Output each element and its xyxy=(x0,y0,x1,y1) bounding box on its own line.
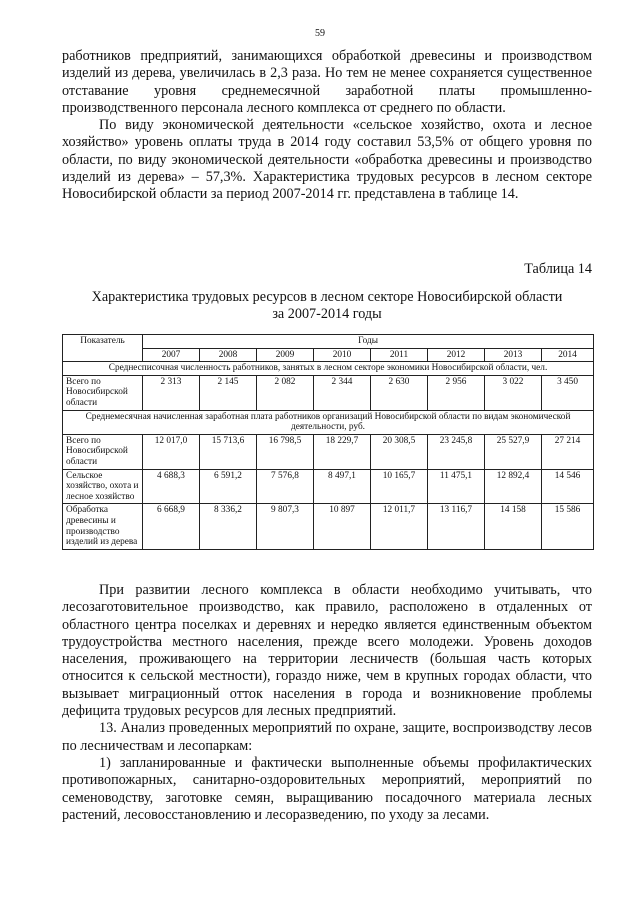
table-caption xyxy=(62,289,592,323)
year-cell: 2012 xyxy=(428,348,485,362)
value-cell: 6 591,2 xyxy=(200,469,257,504)
year-cell: 2010 xyxy=(314,348,371,362)
paragraph: По виду экономической деятельности «сельское хозяйство, охота и лесное хозяйство» уровень оплаты труда в 2014 году составил 53,5% от общего уровня по области, по виду экономической деятельности «обработка древесины и производство изделий из дерева» – 57,3%. Характеристика трудовых ресурсов в лесном секторе Новосибирской области за период 2007-2014 гг. представлена в таблице 14. xyxy=(62,117,592,203)
value-cell: 18 229,7 xyxy=(314,434,371,469)
row-label: Сельское хозяйство, охота и лесное хозяйство xyxy=(63,469,143,504)
table-row xyxy=(63,434,594,469)
value-cell: 7 576,8 xyxy=(257,469,314,504)
value-cell: 25 527,9 xyxy=(485,434,542,469)
value-cell: 13 116,7 xyxy=(428,504,485,549)
value-cell: 16 798,5 xyxy=(257,434,314,469)
value-cell: 10 165,7 xyxy=(371,469,428,504)
value-cell: 12 892,4 xyxy=(485,469,542,504)
value-cell: 15 586 xyxy=(542,504,594,549)
section-title: Среднесписочная численность работников, занятых в лесном секторе экономики Новосибирской области, чел. xyxy=(63,362,594,376)
row-label: Всего по Новосибирской области xyxy=(63,434,143,469)
paragraph: При развитии лесного комплекса в области необходимо учитывать, что лесозаготовительное производство, как правило, расположено в отдаленных от областного центра поселках и деревнях и нередко является единственным объектом трудоустройства местного населения, прежде всего молодежи. Уровень доходов населения, проживающего на территории лесничеств (большая часть которых относится к сельской местности), гораздо ниже, чем в крупных городах области, что вызывает миграционный отток населения в города и возникновение проблемы дефицита трудовых ресурсов для лесных предприятий. xyxy=(62,582,592,720)
table-header-row xyxy=(63,335,594,349)
analysis-text xyxy=(62,582,592,824)
value-cell: 9 807,3 xyxy=(257,504,314,549)
value-cell: 2 082 xyxy=(257,375,314,410)
value-cell: 3 022 xyxy=(485,375,542,410)
paragraph: 1) запланированные и фактически выполненные объемы профилактических противопожарных, санитарно-оздоровительных мероприятий, мероприятий по семеноводству, заготовке семян, выращиванию посадочного материала лесных растений, лесовосстановлению и лесоразведению, по уходу за лесами. xyxy=(62,754,592,823)
year-cell: 2008 xyxy=(200,348,257,362)
row-label: Всего по Новосибирской области xyxy=(63,375,143,410)
value-cell: 12 011,7 xyxy=(371,504,428,549)
year-cell: 2013 xyxy=(485,348,542,362)
table-caption-line: Характеристика трудовых ресурсов в лесном секторе Новосибирской области xyxy=(91,289,563,305)
section-row xyxy=(63,362,594,376)
value-cell: 8 336,2 xyxy=(200,504,257,549)
value-cell: 8 497,1 xyxy=(314,469,371,504)
table-label: Таблица 14 xyxy=(524,261,592,277)
year-cell: 2011 xyxy=(371,348,428,362)
header-indicator: Показатель xyxy=(63,335,143,362)
value-cell: 2 344 xyxy=(314,375,371,410)
paragraph: работников предприятий, занимающихся обработкой древесины и производством изделий из дерева, увеличилась в 2,3 раза. Но тем не менее сохраняется существенное отставание уровня среднемесячной заработной платы промышленно-производственного персонала лесного комплекса от среднего по области. xyxy=(62,48,592,116)
table-year-row xyxy=(63,348,594,362)
table-row xyxy=(63,469,594,504)
value-cell: 14 546 xyxy=(542,469,594,504)
section-title: Среднемесячная начисленная заработная плата работников организаций Новосибирской области по видам экономической деятельности, руб. xyxy=(63,410,594,434)
table-row xyxy=(63,504,594,549)
value-cell: 14 158 xyxy=(485,504,542,549)
value-cell: 23 245,8 xyxy=(428,434,485,469)
row-label: Обработка древесины и производство изделий из дерева xyxy=(63,504,143,549)
page-number: 59 xyxy=(315,28,325,39)
year-cell: 2014 xyxy=(542,348,594,362)
year-cell: 2009 xyxy=(257,348,314,362)
value-cell: 4 688,3 xyxy=(143,469,200,504)
intro-text xyxy=(62,48,592,204)
value-cell: 2 630 xyxy=(371,375,428,410)
table-body xyxy=(63,335,594,550)
table-caption-line: за 2007-2014 годы xyxy=(272,306,382,322)
value-cell: 2 313 xyxy=(143,375,200,410)
value-cell: 2 145 xyxy=(200,375,257,410)
value-cell: 12 017,0 xyxy=(143,434,200,469)
paragraph: 13. Анализ проведенных мероприятий по охране, защите, воспроизводству лесов по лесничествам и лесопаркам: xyxy=(62,720,592,754)
value-cell: 11 475,1 xyxy=(428,469,485,504)
value-cell: 20 308,5 xyxy=(371,434,428,469)
header-years: Годы xyxy=(143,335,594,349)
section-row xyxy=(63,410,594,434)
table-row xyxy=(63,375,594,410)
value-cell: 15 713,6 xyxy=(200,434,257,469)
value-cell: 10 897 xyxy=(314,504,371,549)
value-cell: 6 668,9 xyxy=(143,504,200,549)
value-cell: 2 956 xyxy=(428,375,485,410)
labor-resources-table xyxy=(62,334,594,550)
value-cell: 27 214 xyxy=(542,434,594,469)
year-cell: 2007 xyxy=(143,348,200,362)
value-cell: 3 450 xyxy=(542,375,594,410)
